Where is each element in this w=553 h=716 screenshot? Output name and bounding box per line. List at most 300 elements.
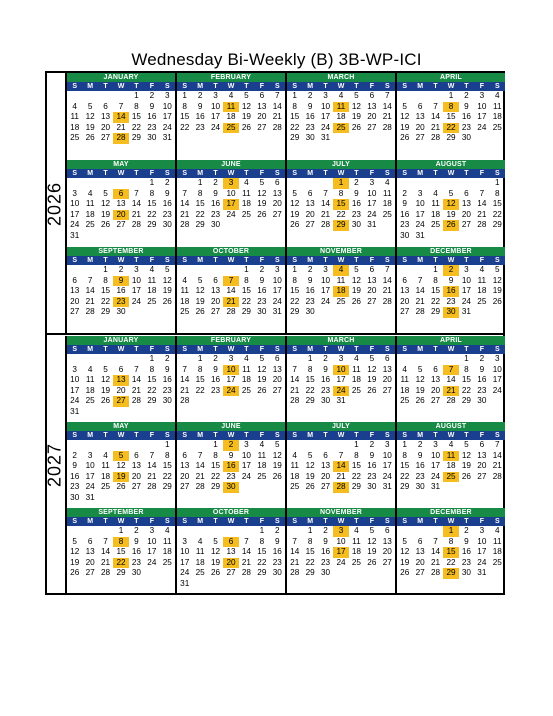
day-cell: 18 — [257, 461, 267, 470]
payday-cell: 11 — [443, 451, 458, 462]
empty-day-cell — [302, 178, 317, 189]
day-cell: 19 — [70, 557, 80, 567]
weekday-label: T — [134, 432, 139, 439]
month-block — [177, 160, 285, 231]
day-cell: 28 — [241, 568, 251, 577]
month-block — [67, 422, 175, 503]
weekday-label: T — [103, 518, 108, 525]
empty-day-cell — [397, 265, 412, 276]
day-cell: 4 — [103, 450, 108, 460]
day-cell: 19 — [415, 385, 425, 395]
day-cell: 13 — [180, 461, 190, 470]
weekday-label: T — [103, 83, 108, 90]
day-cell: 26 — [367, 385, 377, 395]
weekday-label: F — [259, 432, 264, 439]
day-cell: 21 — [477, 209, 487, 219]
day-grid — [287, 91, 395, 144]
day-cell: 27 — [131, 482, 141, 491]
day-cell: 31 — [85, 492, 95, 502]
day-cell: 15 — [195, 199, 205, 208]
day-cell: 19 — [492, 286, 502, 295]
weekday-label: F — [369, 346, 374, 353]
day-cell: 23 — [351, 209, 361, 219]
month-block — [397, 336, 505, 407]
day-cell: 4 — [165, 526, 170, 535]
day-cell: 15 — [241, 286, 251, 295]
month-name: APRIL — [397, 73, 505, 82]
day-cell: 25 — [85, 396, 95, 405]
empty-day-cell — [223, 526, 238, 537]
day-cell: 5 — [402, 536, 407, 546]
day-cell: 19 — [85, 122, 95, 132]
weekday-label: W — [447, 83, 455, 90]
weekday-label: S — [384, 257, 390, 264]
day-cell: 13 — [70, 286, 80, 295]
weekday-label: F — [149, 83, 154, 90]
day-cell: 23 — [305, 296, 315, 306]
day-cell: 31 — [272, 307, 282, 316]
day-grid — [397, 265, 505, 318]
day-cell: 25 — [492, 122, 502, 132]
day-cell: 29 — [431, 307, 441, 316]
day-cell: 25 — [290, 482, 300, 491]
weekday-label: M — [417, 170, 424, 177]
day-cell: 24 — [180, 568, 190, 577]
day-cell: 1 — [354, 440, 359, 449]
day-cell: 28 — [147, 482, 157, 491]
empty-day-cell — [144, 440, 159, 451]
day-cell: 15 — [180, 112, 190, 121]
weekday-label: F — [149, 257, 154, 264]
day-cell: 2 — [323, 526, 328, 535]
weekday-label: T — [354, 432, 359, 439]
day-cell: 6 — [464, 188, 469, 198]
day-grid — [67, 526, 175, 579]
day-cell: 16 — [321, 547, 331, 556]
day-cell: 23 — [461, 557, 471, 567]
empty-day-cell — [113, 354, 128, 365]
day-cell: 16 — [415, 461, 425, 470]
day-cell: 18 — [180, 296, 190, 306]
day-cell: 20 — [367, 286, 377, 295]
day-cell: 14 — [195, 461, 205, 470]
day-cell: 23 — [477, 385, 487, 395]
empty-day-cell — [443, 354, 458, 365]
day-cell: 10 — [321, 275, 331, 285]
weekday-header — [287, 345, 395, 354]
day-cell: 22 — [290, 296, 300, 306]
day-cell: 6 — [213, 275, 218, 285]
day-cell: 16 — [461, 112, 471, 121]
day-cell: 5 — [495, 265, 500, 274]
month-block — [177, 336, 285, 407]
month-block — [67, 336, 175, 417]
weekday-label: T — [134, 83, 139, 90]
day-cell: 13 — [382, 364, 392, 374]
day-cell: 26 — [257, 385, 267, 395]
day-cell: 31 — [415, 230, 425, 240]
day-cell: 20 — [272, 375, 282, 384]
month-name: JUNE — [177, 160, 285, 169]
day-cell: 9 — [197, 101, 203, 111]
day-cell: 3 — [165, 91, 170, 100]
day-cell: 12 — [116, 461, 126, 470]
day-cell: 3 — [87, 450, 93, 460]
day-cell: 26 — [162, 296, 172, 306]
day-cell: 29 — [351, 482, 361, 491]
day-cell: 29 — [461, 396, 471, 405]
day-cell: 1 — [402, 440, 407, 449]
day-cell: 22 — [162, 471, 172, 481]
weekday-label: F — [479, 346, 484, 353]
weekday-label: W — [227, 346, 235, 353]
day-cell: 25 — [351, 385, 361, 395]
day-cell: 2 — [417, 440, 423, 449]
day-cell: 26 — [257, 209, 267, 219]
day-cell: 16 — [477, 375, 487, 384]
day-cell: 9 — [228, 450, 234, 460]
month-block — [397, 160, 505, 241]
day-cell: 8 — [134, 101, 139, 111]
day-cell: 18 — [226, 112, 236, 121]
weekday-label: S — [164, 346, 170, 353]
day-cell: 27 — [367, 122, 377, 132]
day-cell: 24 — [415, 220, 425, 229]
payday-cell: 28 — [333, 482, 348, 493]
day-cell: 16 — [162, 199, 172, 208]
day-cell: 16 — [162, 375, 172, 384]
day-cell: 28 — [382, 296, 392, 306]
day-cell: 7 — [275, 91, 280, 100]
weekday-label: T — [433, 83, 438, 90]
day-cell: 5 — [259, 178, 265, 187]
payday-cell: 9 — [113, 276, 128, 287]
day-cell: 14 — [180, 199, 190, 208]
day-cell: 20 — [382, 375, 392, 384]
day-cell: 24 — [162, 122, 172, 132]
day-cell: 9 — [307, 101, 313, 111]
weekday-label: T — [134, 257, 139, 264]
day-cell: 11 — [147, 275, 157, 285]
day-cell: 30 — [305, 307, 315, 316]
day-cell: 19 — [400, 557, 410, 567]
day-cell: 27 — [226, 568, 236, 577]
day-cell: 24 — [70, 220, 80, 229]
day-cell: 13 — [101, 112, 111, 121]
payday-cell: 24 — [333, 386, 348, 397]
day-cell: 10 — [272, 275, 282, 285]
day-grid — [287, 440, 395, 493]
day-cell: 8 — [292, 101, 297, 111]
day-cell: 9 — [213, 364, 218, 374]
weekday-label: T — [213, 346, 218, 353]
weekday-label: T — [323, 170, 328, 177]
weekday-label: W — [227, 257, 235, 264]
day-cell: 24 — [492, 385, 502, 395]
month-block — [287, 73, 395, 144]
day-cell: 6 — [103, 101, 108, 111]
day-cell: 7 — [149, 450, 155, 460]
day-cell: 25 — [85, 220, 95, 229]
weekday-label: T — [464, 346, 469, 353]
day-cell: 5 — [213, 536, 218, 546]
empty-day-cell — [208, 526, 223, 537]
day-cell: 21 — [131, 385, 141, 395]
day-cell: 14 — [382, 101, 392, 111]
day-cell: 19 — [400, 122, 410, 132]
empty-day-cell — [397, 354, 412, 365]
weekday-label: F — [479, 83, 484, 90]
day-cell: 23 — [321, 385, 331, 395]
day-cell: 12 — [305, 461, 315, 470]
empty-day-cell — [98, 178, 113, 189]
day-cell: 6 — [259, 91, 265, 100]
empty-day-cell — [412, 526, 427, 537]
day-cell: 21 — [272, 112, 282, 121]
day-cell: 24 — [211, 122, 221, 132]
day-cell: 12 — [162, 275, 172, 285]
day-cell: 26 — [70, 568, 80, 577]
day-cell: 26 — [290, 220, 300, 229]
day-cell: 11 — [290, 461, 299, 470]
weekday-label: W — [447, 518, 455, 525]
empty-day-cell — [443, 178, 458, 189]
day-cell: 1 — [307, 354, 313, 363]
month-name: JULY — [287, 160, 395, 169]
day-cell: 18 — [431, 209, 441, 219]
empty-day-cell — [412, 265, 427, 276]
weekday-label: S — [72, 170, 78, 177]
day-cell: 5 — [369, 526, 375, 535]
day-grid — [67, 91, 175, 144]
day-cell: 14 — [226, 286, 236, 295]
weekday-label: M — [417, 257, 424, 264]
day-cell: 5 — [369, 354, 375, 363]
day-cell: 15 — [305, 547, 315, 556]
day-grid — [67, 440, 175, 503]
day-cell: 2 — [354, 178, 359, 187]
day-cell: 3 — [275, 265, 280, 274]
day-cell: 27 — [85, 568, 95, 577]
weekday-label: S — [72, 346, 78, 353]
day-grid — [397, 91, 505, 144]
year-label: 2026 — [44, 181, 65, 226]
weekday-label: W — [447, 257, 455, 264]
day-cell: 12 — [415, 375, 425, 384]
day-cell: 25 — [492, 557, 502, 567]
day-cell: 16 — [305, 112, 315, 121]
day-cell: 3 — [323, 265, 328, 274]
day-cell: 24 — [336, 557, 346, 567]
day-cell: 11 — [180, 286, 189, 295]
day-cell: 22 — [461, 385, 471, 395]
day-cell: 9 — [417, 450, 423, 460]
day-cell: 10 — [70, 375, 80, 384]
day-cell: 14 — [147, 461, 157, 470]
day-cell: 17 — [336, 375, 346, 384]
day-cell: 17 — [241, 461, 251, 470]
day-cell: 7 — [433, 101, 438, 111]
day-cell: 13 — [272, 188, 282, 198]
day-cell: 5 — [275, 440, 280, 449]
day-cell: 11 — [195, 547, 205, 556]
day-cell: 19 — [272, 461, 282, 470]
weekday-label: S — [494, 432, 500, 439]
day-cell: 21 — [415, 296, 425, 306]
day-cell: 22 — [211, 471, 221, 481]
day-cell: 2 — [259, 265, 265, 274]
weekday-label: W — [337, 518, 345, 525]
day-cell: 22 — [195, 209, 205, 219]
weekday-label: S — [274, 170, 280, 177]
day-cell: 15 — [290, 112, 300, 121]
day-cell: 24 — [431, 471, 441, 481]
day-cell: 17 — [321, 286, 331, 295]
payday-cell: 2 — [223, 440, 238, 451]
day-cell: 29 — [290, 307, 300, 316]
weekday-label: F — [369, 257, 374, 264]
day-cell: 8 — [464, 364, 469, 374]
day-cell: 22 — [241, 296, 251, 306]
day-cell: 3 — [149, 526, 155, 535]
day-cell: 16 — [147, 112, 157, 121]
month-block — [287, 508, 395, 579]
day-cell: 5 — [354, 265, 359, 274]
empty-day-cell — [82, 526, 97, 537]
day-cell: 10 — [477, 101, 487, 111]
day-cell: 6 — [417, 536, 423, 546]
day-cell: 21 — [290, 385, 300, 395]
day-cell: 4 — [495, 91, 500, 100]
day-cell: 29 — [446, 133, 456, 142]
month-block — [67, 247, 175, 318]
day-cell: 14 — [477, 199, 487, 208]
weekday-label: F — [149, 170, 154, 177]
day-cell: 27 — [101, 133, 111, 142]
day-cell: 15 — [400, 461, 410, 470]
weekday-label: M — [197, 83, 204, 90]
weekday-label: M — [307, 83, 314, 90]
empty-day-cell — [192, 265, 207, 276]
payday-cell: 15 — [443, 547, 458, 558]
payday-cell: 10 — [333, 365, 348, 376]
day-cell: 14 — [492, 450, 502, 460]
day-cell: 21 — [147, 471, 157, 481]
day-cell: 3 — [479, 91, 485, 100]
day-cell: 25 — [241, 209, 251, 219]
day-cell: 13 — [400, 286, 410, 295]
weekday-label: T — [103, 170, 108, 177]
day-cell: 10 — [211, 101, 221, 111]
day-cell: 24 — [226, 209, 236, 219]
day-cell: 1 — [182, 91, 187, 100]
weekday-label: W — [337, 346, 345, 353]
day-cell: 14 — [180, 375, 190, 384]
day-cell: 8 — [448, 536, 454, 546]
day-cell: 1 — [259, 526, 265, 535]
day-cell: 2 — [464, 91, 469, 100]
day-cell: 15 — [101, 286, 111, 295]
day-cell: 13 — [305, 199, 315, 208]
day-cell: 3 — [72, 364, 77, 374]
day-cell: 7 — [417, 275, 423, 285]
day-cell: 7 — [244, 536, 249, 546]
day-cell: 8 — [307, 536, 313, 546]
day-cell: 8 — [149, 188, 155, 198]
day-grid — [397, 440, 505, 493]
day-cell: 14 — [131, 199, 141, 208]
payday-cell: 8 — [113, 537, 128, 548]
day-cell: 17 — [226, 375, 236, 384]
weekday-label: S — [182, 518, 188, 525]
weekday-label: T — [244, 432, 249, 439]
day-cell: 7 — [292, 536, 297, 546]
empty-day-cell — [397, 91, 412, 102]
weekday-label: F — [369, 432, 374, 439]
weekday-label: W — [447, 346, 455, 353]
day-cell: 10 — [431, 450, 441, 460]
day-cell: 17 — [131, 286, 141, 295]
day-cell: 25 — [431, 220, 441, 229]
day-cell: 29 — [241, 307, 251, 316]
day-cell: 21 — [336, 471, 346, 481]
day-cell: 3 — [433, 440, 438, 449]
day-cell: 24 — [321, 122, 331, 132]
empty-day-cell — [129, 178, 144, 189]
day-cell: 26 — [415, 396, 425, 405]
day-cell: 11 — [70, 112, 79, 121]
weekday-label: S — [164, 518, 170, 525]
weekday-label: S — [402, 170, 408, 177]
day-cell: 8 — [197, 364, 203, 374]
weekday-label: W — [117, 432, 125, 439]
weekday-label: W — [117, 170, 125, 177]
weekday-label: S — [292, 170, 298, 177]
day-cell: 31 — [70, 406, 80, 416]
empty-day-cell — [177, 178, 192, 189]
day-cell: 20 — [415, 557, 425, 567]
day-cell: 30 — [257, 307, 267, 316]
day-cell: 23 — [446, 296, 456, 306]
day-cell: 3 — [228, 354, 234, 363]
empty-day-cell — [428, 526, 443, 537]
day-cell: 15 — [351, 461, 361, 470]
day-grid — [177, 354, 285, 407]
payday-cell: 6 — [113, 189, 128, 200]
day-cell: 21 — [431, 122, 441, 132]
day-cell: 11 — [493, 536, 502, 546]
day-cell: 15 — [211, 461, 221, 470]
day-cell: 9 — [165, 364, 170, 374]
day-cell: 7 — [495, 440, 500, 449]
day-cell: 4 — [354, 354, 359, 363]
weekday-label: M — [87, 346, 94, 353]
day-cell: 30 — [70, 492, 80, 502]
day-cell: 13 — [131, 461, 141, 470]
day-cell: 28 — [431, 568, 441, 577]
day-cell: 5 — [103, 188, 108, 198]
empty-day-cell — [129, 354, 144, 365]
day-cell: 12 — [101, 375, 111, 384]
day-cell: 31 — [367, 220, 377, 229]
day-cell: 9 — [479, 364, 485, 374]
day-cell: 30 — [415, 482, 425, 491]
day-cell: 18 — [336, 112, 346, 121]
day-cell: 22 — [195, 385, 205, 395]
day-cell: 13 — [116, 199, 126, 208]
weekday-label: W — [117, 257, 125, 264]
day-cell: 21 — [241, 557, 251, 567]
